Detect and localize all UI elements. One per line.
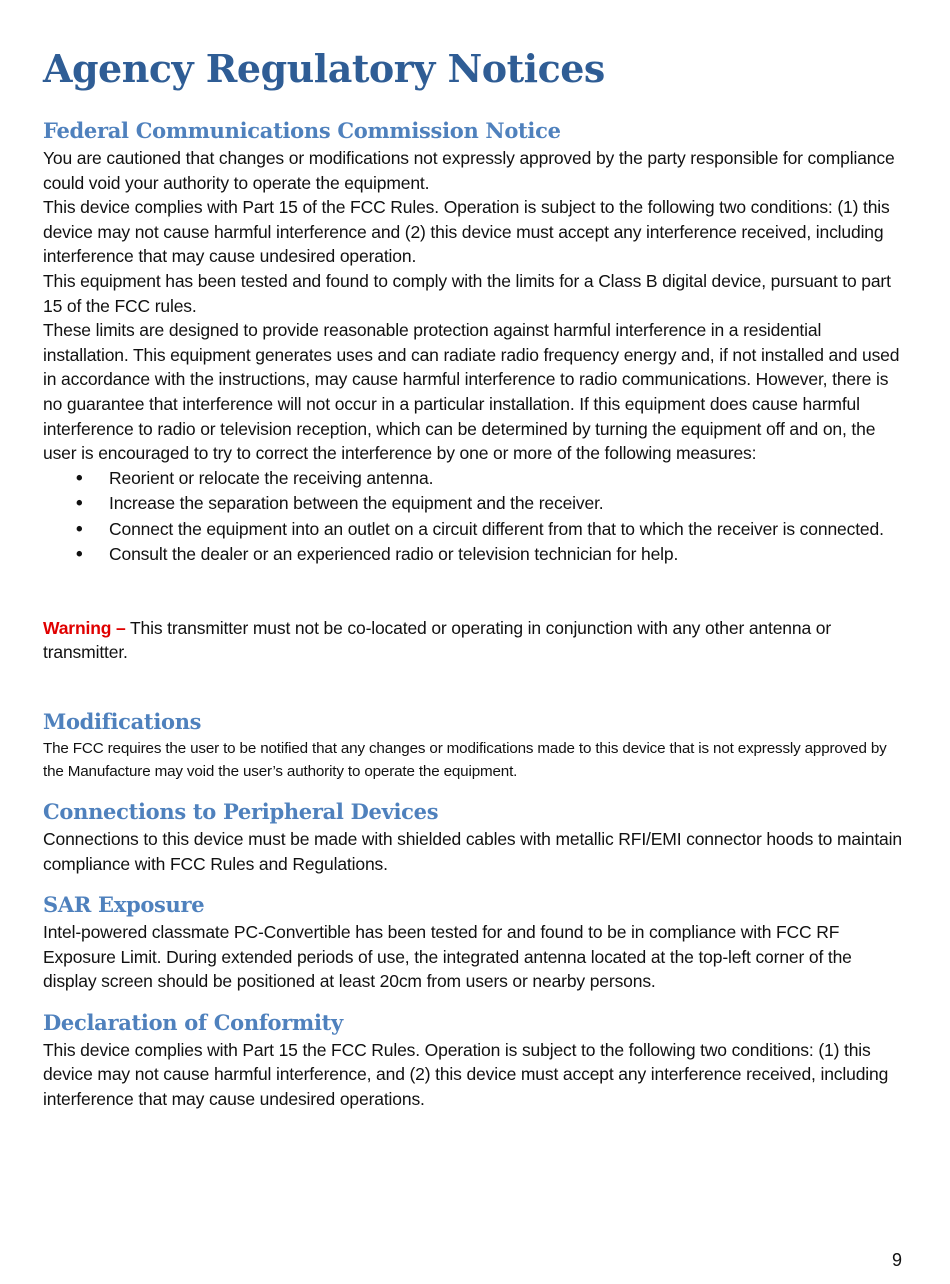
bullet-icon: •	[76, 518, 83, 540]
fcc-notice-section	[43, 116, 905, 568]
fcc-paragraph: You are cautioned that changes or modifications not expressly approved by the party responsible for compliance could void your authority to operate the equipment.	[43, 148, 895, 193]
bullet-icon: •	[76, 467, 83, 489]
fcc-paragraph: This device complies with Part 15 of the FCC Rules. Operation is subject to the following two conditions: (1) this device may not cause harmful interference and (2) this device must accept any interference received, including interference that may cause undesired operation.	[43, 197, 890, 267]
peripheral-text: Connections to this device must be made with shielded cables with metallic RFI/EMI connector hoods to maintain compliance with FCC Rules and Regulations.	[43, 828, 902, 874]
list-item	[43, 517, 905, 543]
fcc-notice-heading: Federal Communications Commission Notice	[43, 118, 561, 143]
page-number: 9	[891, 1250, 902, 1270]
sar-text: Intel-powered classmate PC-Convertible has been tested for and found to be in compliance with FCC RF Exposure Limit. During extended periods of use, the integrated antenna located at the top-left corner of the display screen should be positioned at least 20cm from users or nearby persons.	[43, 922, 852, 992]
sar-section	[43, 890, 905, 994]
list-item-text: Reorient or relocate the receiving antenna.	[109, 467, 434, 488]
fcc-paragraph: This equipment has been tested and found to comply with the limits for a Class B digital device, pursuant to part 15 of the FCC rules.	[43, 270, 891, 316]
list-item	[43, 466, 905, 492]
peripheral-section	[43, 797, 905, 876]
modifications-section	[43, 707, 905, 783]
conformity-section	[43, 1008, 905, 1112]
list-item	[43, 491, 905, 517]
list-item-text: Consult the dealer or an experienced radio or television technician for help.	[109, 544, 679, 565]
document-page	[43, 44, 905, 1112]
list-item-text: Connect the equipment into an outlet on a circuit different from that to which the receiver is connected.	[109, 518, 884, 539]
warning-text: This transmitter must not be co-located or operating in conjunction with any other antenna or transmitter.	[43, 617, 832, 663]
sar-heading: SAR Exposure	[43, 892, 205, 918]
warning-paragraph	[43, 616, 905, 665]
conformity-text: This device complies with Part 15 the FCC Rules. Operation is subject to the following two conditions: (1) this device may not cause harmful interference, and (2) this device must accept any interference received, including interference that may cause undesired operations.	[43, 1039, 889, 1110]
conformity-heading: Declaration of Conformity	[43, 1009, 343, 1035]
page-title: Agency Regulatory Notices	[43, 46, 605, 91]
modifications-text: The FCC requires the user to be notified that any changes or modifications made to this device that is not expressly approved by the Manufacture may void the user’s authority to operate the equipment.	[43, 739, 887, 780]
fcc-paragraph: These limits are designed to provide reasonable protection against harmful interference in a residential installation. This equipment generates uses and can radiate radio frequency energy and, if not installed and used in accordance with the instructions, may cause harmful interference to radio communications. However, there is no guarantee that interference will not occur in a particular installation. If this equipment does cause harmful interference to radio or television reception, which can be determined by turning the equipment off and on, the user is encouraged to try to correct the interference by one or more of the following measures:	[43, 320, 900, 464]
peripheral-heading: Connections to Peripheral Devices	[43, 798, 439, 824]
modifications-heading: Modifications	[43, 708, 202, 734]
warning-label: Warning –	[43, 617, 126, 638]
list-item	[43, 542, 905, 568]
bullet-icon: •	[76, 493, 83, 515]
bullet-icon: •	[76, 544, 83, 566]
list-item-text: Increase the separation between the equipment and the receiver.	[109, 493, 604, 514]
measures-list	[43, 466, 905, 568]
